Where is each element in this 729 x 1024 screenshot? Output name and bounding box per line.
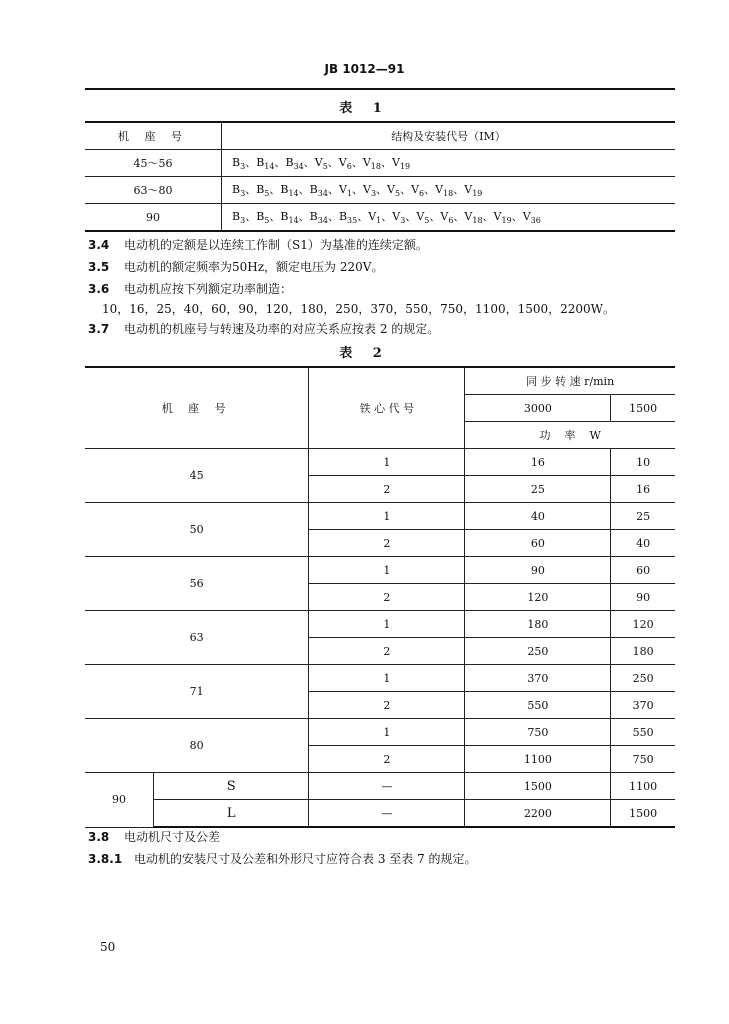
table-row xyxy=(85,449,675,476)
table-row xyxy=(85,665,675,692)
table2-header-3000: 3000 xyxy=(465,395,611,422)
core-code: 2 xyxy=(309,530,465,557)
power-3000: 25 xyxy=(465,476,611,503)
power-1500: 250 xyxy=(611,665,675,692)
para-3-7 xyxy=(88,320,439,337)
table1-frame: 63～80 xyxy=(85,177,222,204)
power-1500: 25 xyxy=(611,503,675,530)
mounting-code: $B_{34}$ xyxy=(309,210,328,226)
power-3000: 250 xyxy=(465,638,611,665)
frame-number: 80 xyxy=(85,719,309,773)
table-row xyxy=(85,719,675,746)
power-1500: 60 xyxy=(611,557,675,584)
table-row xyxy=(85,800,675,828)
power-1500: 750 xyxy=(611,746,675,773)
core-code: 1 xyxy=(309,503,465,530)
header-rule xyxy=(85,88,675,90)
table2-header-1500: 1500 xyxy=(611,395,675,422)
mounting-code: $V_{36}$ xyxy=(522,210,541,226)
power-3000: 40 xyxy=(465,503,611,530)
core-code: 2 xyxy=(309,746,465,773)
table-row xyxy=(85,611,675,638)
mounting-code: $V_3$ xyxy=(362,183,377,199)
mounting-code: $V_5$ xyxy=(416,210,430,226)
table-row xyxy=(85,773,675,800)
power-1500: 120 xyxy=(611,611,675,638)
document-header: JB 1012—91 xyxy=(324,62,405,76)
table1-frame: 45～56 xyxy=(85,150,222,177)
length-code: L xyxy=(154,800,309,828)
mounting-code: $V_{19}$ xyxy=(493,210,512,226)
table-row xyxy=(85,557,675,584)
table1-codes: $B_3$、$B_5$、$B_{14}$、$B_{34}$、$B_{35}$、$V_1$、$V_3$、$V_5$、$V_6$、$V_{18}$、$V_{19}$、$V_{36}$ xyxy=(222,204,676,232)
power-1500: 40 xyxy=(611,530,675,557)
table-row xyxy=(85,503,675,530)
page-number: 50 xyxy=(100,940,116,954)
core-code: 1 xyxy=(309,719,465,746)
mounting-code: $B_3$ xyxy=(232,156,246,172)
mounting-code: $B_{34}$ xyxy=(285,156,304,172)
power-1500: 180 xyxy=(611,638,675,665)
power-3000: 2200 xyxy=(465,800,611,828)
para-number: 3.6 xyxy=(88,282,110,296)
frame-number: 71 xyxy=(85,665,309,719)
length-code: S xyxy=(154,773,309,800)
table1-caption: 表 1 xyxy=(339,101,390,116)
table1-frame: 90 xyxy=(85,204,222,232)
table2-header-frame: 机 座 号 xyxy=(85,367,309,449)
frame-number: 50 xyxy=(85,503,309,557)
mounting-code: $V_3$ xyxy=(392,210,406,226)
mounting-code: $B_3$ xyxy=(232,183,246,199)
power-3000: 120 xyxy=(465,584,611,611)
mounting-code: $B_{35}$ xyxy=(338,210,358,226)
table1-codes: $B_3$、$B_{14}$、$B_{34}$、$V_5$、$V_6$、$V_{18}$、$V_{19}$ xyxy=(222,150,676,177)
mounting-code: $B_{34}$ xyxy=(309,183,328,199)
para-3-8-1 xyxy=(88,850,477,867)
power-1500: 1100 xyxy=(611,773,675,800)
power-3000: 90 xyxy=(465,557,611,584)
table1-header-frame: 机 座 号 xyxy=(85,122,222,150)
mounting-code: $V_1$ xyxy=(338,183,352,199)
mounting-code: $V_{19}$ xyxy=(391,156,411,172)
power-1500: 10 xyxy=(611,449,675,476)
mounting-code: $B_{14}$ xyxy=(280,210,299,226)
mounting-code: $V_{18}$ xyxy=(362,156,381,172)
mounting-code: $B_{14}$ xyxy=(280,183,299,199)
table2 xyxy=(85,366,675,828)
table1 xyxy=(85,121,675,232)
power-3000: 550 xyxy=(465,692,611,719)
para-text: 电动机的机座号与转速及功率的对应关系应按表 2 的规定。 xyxy=(124,322,440,336)
mounting-code: $V_6$ xyxy=(440,210,454,226)
core-code: 1 xyxy=(309,449,465,476)
core-code: 2 xyxy=(309,638,465,665)
frame-number: 63 xyxy=(85,611,309,665)
power-3000: 1500 xyxy=(465,773,611,800)
mounting-code: $V_{19}$ xyxy=(464,183,483,199)
mounting-code: $V_5$ xyxy=(387,183,401,199)
mounting-code: $V_5$ xyxy=(314,156,328,172)
power-3000: 16 xyxy=(465,449,611,476)
para-text: 电动机的安装尺寸及公差和外形尺寸应符合表 3 至表 7 的规定。 xyxy=(134,852,477,866)
core-code: 1 xyxy=(309,557,465,584)
table1-codes: $B_3$、$B_5$、$B_{14}$、$B_{34}$、$V_1$、$V_3$、$V_5$、$V_6$、$V_{18}$、$V_{19}$ xyxy=(222,177,676,204)
para-text: 电动机的额定频率为50Hz，额定电压为 220V。 xyxy=(124,260,384,274)
mounting-code: $V_1$ xyxy=(368,210,382,226)
table1-header-codes: 结构及安装代号（IM） xyxy=(222,122,676,150)
core-code: — xyxy=(309,773,465,800)
power-1500: 90 xyxy=(611,584,675,611)
power-1500: 16 xyxy=(611,476,675,503)
frame-number: 45 xyxy=(85,449,309,503)
para-3-4 xyxy=(88,236,428,253)
frame-number: 90 xyxy=(85,773,154,828)
para-number: 3.7 xyxy=(88,322,110,336)
table2-header-power: 功 率 W xyxy=(465,422,675,449)
power-3000: 1100 xyxy=(465,746,611,773)
mounting-code: $B_3$ xyxy=(232,210,246,226)
mounting-code: $V_6$ xyxy=(411,183,425,199)
mounting-code: $B_5$ xyxy=(256,183,270,199)
power-3000: 60 xyxy=(465,530,611,557)
para-3-6 xyxy=(88,280,292,297)
mounting-code: $V_{18}$ xyxy=(435,183,454,199)
para-number: 3.8.1 xyxy=(88,852,123,866)
power-values: 10，16，25，40，60，90，120，180，250，370，550，750，1100，1500，2200W。 xyxy=(102,302,615,316)
para-number: 3.5 xyxy=(88,260,110,274)
power-3000: 370 xyxy=(465,665,611,692)
para-text: 电动机应按下列额定功率制造： xyxy=(124,282,293,296)
para-number: 3.4 xyxy=(88,238,110,252)
para-text: 电动机尺寸及公差 xyxy=(124,830,221,844)
para-text: 电动机的定额是以连续工作制（S1）为基准的连续定额。 xyxy=(124,238,428,252)
mounting-code: $V_{18}$ xyxy=(464,210,483,226)
table2-header-core: 铁 心 代 号 xyxy=(309,367,465,449)
table2-header-speed: 同 步 转 速 r/min xyxy=(465,367,675,395)
power-1500: 1500 xyxy=(611,800,675,828)
core-code: 1 xyxy=(309,611,465,638)
power-1500: 550 xyxy=(611,719,675,746)
core-code: 2 xyxy=(309,584,465,611)
power-3000: 180 xyxy=(465,611,611,638)
mounting-code: $V_6$ xyxy=(338,156,352,172)
para-3-8 xyxy=(88,828,220,845)
mounting-code: $B_5$ xyxy=(256,210,270,226)
para-3-5 xyxy=(88,258,383,275)
core-code: 2 xyxy=(309,692,465,719)
mounting-code: $B_{14}$ xyxy=(256,156,275,172)
core-code: 1 xyxy=(309,665,465,692)
para-number: 3.8 xyxy=(88,830,110,844)
frame-number: 56 xyxy=(85,557,309,611)
table2-caption: 表 2 xyxy=(339,346,390,361)
power-3000: 750 xyxy=(465,719,611,746)
core-code: — xyxy=(309,800,465,828)
power-1500: 370 xyxy=(611,692,675,719)
core-code: 2 xyxy=(309,476,465,503)
